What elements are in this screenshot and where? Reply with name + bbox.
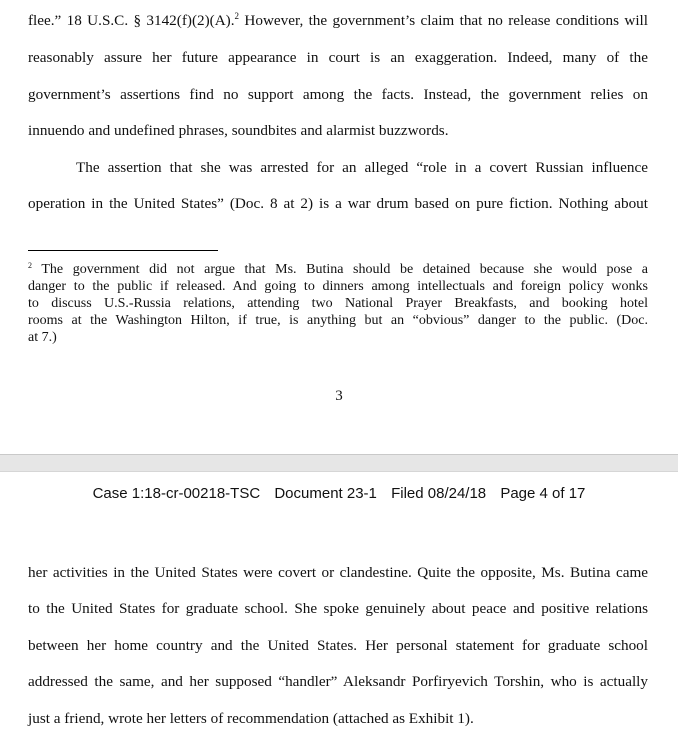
case-header — [0, 485, 678, 502]
footnote-ref: 2 — [234, 11, 240, 21]
body-line: to the United States for graduate school. She spoke genuinely about peace and positive relations — [28, 600, 648, 617]
page-count: Page 4 of 17 — [500, 485, 586, 502]
document-number: Document 23-1 — [274, 485, 377, 502]
page-number: 3 — [335, 388, 343, 404]
footnote-line: rooms at the Washington Hilton, if true, is anything but an “obvious” danger to the public. (Doc. — [28, 313, 648, 328]
body-line: between her home country and the United States. Her personal statement for graduate school — [28, 637, 648, 654]
page-break — [0, 454, 678, 472]
body-line: government’s assertions find no support among the facts. Instead, the government relies on — [28, 86, 648, 103]
footnote-number: 2 — [28, 261, 32, 270]
body-line: operation in the United States” (Doc. 8 at 2) is a war drum based on pure fiction. Nothing about — [28, 195, 648, 212]
footnote-line: to discuss U.S.-Russia relations, attending two National Prayer Breakfasts, and booking hotel — [28, 296, 648, 311]
body-line: The assertion that she was arrested for an alleged “role in a covert Russian influence — [76, 159, 648, 176]
body-line: innuendo and undefined phrases, soundbites and alarmist buzzwords. — [28, 122, 449, 139]
body-line: flee.” 18 U.S.C. § 3142(f)(2)(A).$^2$ However, the government’s claim that no release conditions will — [28, 11, 649, 29]
footnote-line: at 7.) — [28, 330, 57, 345]
body-line: reasonably assure her future appearance in court is an exaggeration. Indeed, many of the — [28, 49, 648, 66]
filed-date: Filed 08/24/18 — [391, 485, 487, 502]
footnote-line: $^2$ The government did not argue that Ms. Butina should be detained because she would pose a — [28, 261, 648, 277]
body-line: her activities in the United States were covert or clandestine. Quite the opposite, Ms. Butina came — [28, 564, 648, 581]
footnote-line: danger to the public if released. And going to dinners among intellectuals and foreign policy wonks — [28, 279, 648, 294]
body-line: just a friend, wrote her letters of recommendation (attached as Exhibit 1). — [28, 710, 474, 727]
case-number: Case 1:18-cr-00218-TSC — [92, 485, 261, 502]
body-line: addressed the same, and her supposed “handler” Aleksandr Porfiryevich Torshin, who is actually — [28, 673, 648, 690]
footnote-separator — [28, 250, 218, 251]
